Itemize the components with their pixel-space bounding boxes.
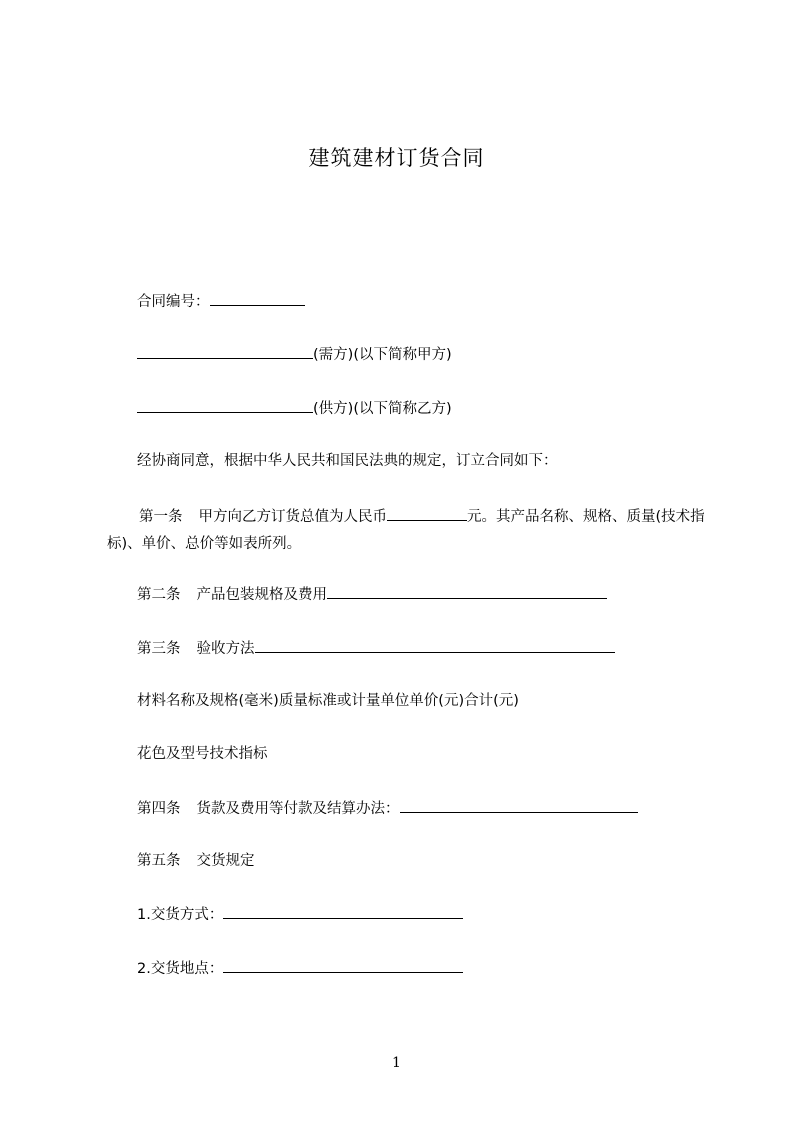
delivery-location-blank (223, 958, 463, 973)
delivery-location-line (137, 958, 463, 979)
article-5-text: 交货规定 (196, 853, 255, 869)
article-1-amount-blank (387, 506, 467, 521)
party-b-line (137, 398, 452, 419)
party-a-line (137, 344, 452, 365)
delivery-location-label: 2.交货地点： (137, 961, 224, 977)
article-3-text: 验收方法 (196, 641, 255, 657)
article-2-text: 产品包装规格及费用 (196, 587, 327, 603)
article-4-text: 货款及费用等付款及结算办法： (196, 801, 400, 817)
contract-number-blank (210, 291, 305, 306)
article-1-text-after: 元。其产品名称、规格、质量(技术指标)、单价、总价等如表所列。 (107, 509, 705, 552)
delivery-method-label: 1.交货方式： (137, 907, 224, 923)
table-header-row-2: 花色及型号技术指标 (137, 746, 268, 762)
contract-number-label: 合同编号： (137, 294, 210, 310)
article-3-blank (255, 638, 615, 653)
party-a-blank (137, 344, 313, 359)
article-1-head: 第一条 (139, 509, 183, 525)
preamble: 经协商同意，根据中华人民共和国民法典的规定，订立合同如下： (137, 453, 558, 469)
article-5-head: 第五条 (137, 853, 181, 869)
delivery-method-line (137, 904, 463, 925)
page-number: 1 (392, 1055, 401, 1071)
article-2 (137, 584, 607, 605)
party-b-blank (137, 398, 313, 413)
contract-number-line (137, 291, 305, 312)
document-title: 建筑建材订货合同 (308, 146, 485, 170)
article-5 (137, 851, 255, 871)
party-b-suffix: (供方)(以下简称乙方) (313, 401, 452, 417)
article-1-text-before: 甲方向乙方订货总值为人民币 (198, 509, 387, 525)
article-4 (137, 798, 638, 819)
article-1 (107, 504, 707, 558)
article-2-blank (327, 584, 607, 599)
party-a-suffix: (需方)(以下简称甲方) (313, 347, 452, 363)
table-header-row-1: 材料名称及规格(毫米)质量标准或计量单位单价(元)合计(元) (137, 693, 519, 709)
delivery-method-blank (223, 904, 463, 919)
article-4-head: 第四条 (137, 801, 181, 817)
article-3 (137, 638, 615, 659)
article-2-head: 第二条 (137, 587, 181, 603)
article-3-head: 第三条 (137, 641, 181, 657)
article-4-blank (400, 798, 638, 813)
